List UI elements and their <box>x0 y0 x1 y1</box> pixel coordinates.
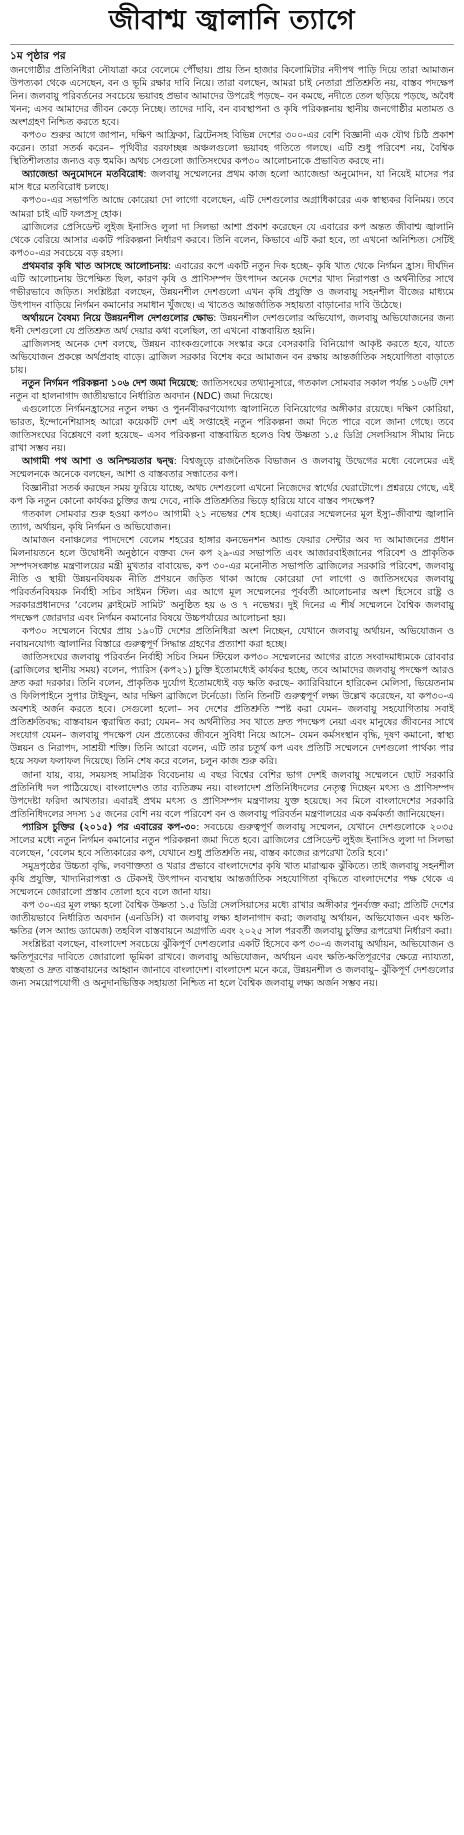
article-paragraph <box>10 938 454 990</box>
paragraph-text: আমাজন বনাঞ্চলের পাদদেশে বেলেম শহরের হাঙ্গার কনভেনশন অ্যান্ড ফেয়ার সেন্টার অব দ্য আমাজনের প্রধান মিলনায়তনে হলে উদ্বোধনী অনুষ্ঠানে বক্তব্য দেন কপ ২৯-এর সভাপতি এবং আজারবাইজানের পরিবেশ ও প্রাকৃতিক সম্পদসংক্রান্ত মন্ত্রণালয়ের মন্ত্রী মুখতার বাবায়েভ, কপ ৩০-এর মনোনীত সভাপতি ব্রাজিলের সরকারি পরিবেশ, জলবায়ু নীতি ও স্থায়ী উন্নয়নবিষয়ক নীতি প্রণয়নে জড়িত থাকা আন্দ্রে কোরেয়া দো লাগো ও জাতিসংঘের জলবায়ু পরিবর্তনবিষয়ক নির্বাহী সচিব সাইমন স্টিল। এর আগে মূল সম্মেলনের পূর্ববর্তী আলোচনার অংশ হিসেবে রাষ্ট্র ও সরকারপ্রধানদের ‘বেলেম ক্লাইমেট সামিট’ অনুষ্ঠিত হয় ৬ ও ৭ নভেম্বর। দুই দিনের এ শীর্ষ সম্মেলনে বৈশ্বিক জলবায়ু পদক্ষেপ জোরদার এবং নির্গমন কমানোর বিষয়ে উচ্চপর্যায়ের আলোচনা হয়। <box>10 534 454 624</box>
article-paragraph <box>10 403 454 455</box>
paragraph-text: : জাতিসংঘের তথ্যানুসারে, গতকাল সোমবার সকাল পর্যন্ত ১০৬টি দেশ নতুন বা হালনাগাদ জাতীয়ভাবে নির্ধারিত অবদান (NDC) জমা দিয়েছে। <box>10 378 454 403</box>
paragraph-text: ব্রাজিলসহ অনেক দেশ বলছে, উন্নয়ন ব্যাংকগুলোকে সংস্কার করে বেসরকারি বিনিয়োগ আকৃষ্ট করতে হবে, যাতে অভিযোজন প্রকল্পে অর্থপ্রবাহ বাড়ে। ব্রাজিল সরকার বিশেষ করে আমাজন বন রক্ষায় আন্তর্জাতিক সহযোগিতা বাড়াতে চায়। <box>10 338 454 377</box>
paragraph-text: : জলবায়ু সম্মেলনের প্রথম কাজ হলো অ্যাজেন্ডা অনুমোদন, যা নিয়েই মাসের পর মাস ধরে মতবিরোধ চলছে। <box>10 169 454 194</box>
paragraph-text: : উন্নয়নশীল দেশগুলোর অভিযোগ, জলবায়ু অভিযোজনের জন্য ধনী দেশগুলো যে প্রতিশ্রুত অর্থ দেয়ার কথা বলেছিল, তা এখনো বাস্তবায়িত হয়নি। <box>10 312 454 337</box>
subheading: নতুন নির্গমন পরিকল্পনা ১০৬ দেশ জমা দিয়েছে <box>22 378 196 390</box>
article-paragraph <box>10 64 454 129</box>
article-paragraph <box>10 534 454 625</box>
article-paragraph <box>10 338 454 377</box>
article-paragraph <box>10 508 454 534</box>
continued-from-page-one: ১ম পৃষ্ঠার পর <box>10 50 66 62</box>
subheading: প্যারিস চুক্তির (২০১৫) পর এবারের কপ-৩০ <box>22 821 197 833</box>
article-paragraph <box>10 860 454 899</box>
paragraph-text: কপ ৩০-এর মূল লক্ষ্য হলো বৈশ্বিক উষ্ণতা ১.৫ ডিগ্রি সেলসিয়াসের মধ্যে রাখার অঙ্গীকার পুনর্ব্যক্ত করা; প্রতিটি দেশের জাতীয়ভাবে নির্ধারিত অবদান (এনডিসি) বা জলবায়ু লক্ষ্য হালনাগাদ করা; জলবায়ু অর্থায়ন, অভিযোজন এবং ক্ষতি-ক্ষতির (লস অ্যান্ড ড্যামেজ) তহবিল বাস্তবায়নে অগ্রগতি এবং ২০২৫ সাল পরবর্তী জলবায়ু চুক্তির রূপরেখা নির্ধারণ করা। <box>10 900 454 938</box>
paragraph-text: : বিশ্বজুড়ে রাজনৈতিক বিভাজন ও জলবায়ু উদ্বেগের মধ্যে বেলেমের এই সম্মেলনকে অনেকে বলছেন, আশা ও বাস্তবতার সন্ধাতের কপ। <box>10 456 454 481</box>
article-paragraph <box>10 168 454 194</box>
paragraph-text: জাতিসংঘের জলবায়ু পরিবর্তন নির্বাহী সচিব সিমন স্টিয়েল কপ৩০ সম্মেলনের আগের রাতে সংবাদমাধ্যমকে রোববার (ব্রাজিলের স্থানীয় সময়) বলেন, প্যারিস (কপ২১) চুক্তি ইতোমধ্যেই কার্যকর হচ্ছে, তবে আমাদের জলবায়ু পদক্ষেপ আরও দ্রুত করা দরকার। তিনি বলেন, প্রাকৃতিক দুর্যোগ ইতোমধ্যেই বড় ক্ষতি করছে– ক্যারিবিয়ানে হারিকেন মেলিসা, ভিয়েতনাম ও ফিলিপাইনে সুপার টাইফুন, আর দক্ষিণ ব্রাজিলে টর্নেডো। তিনি তিনটি গুরুত্বপূর্ণ লক্ষ্য উল্লেখ করেছেন, যা কপ৩০-এ অবশ্যই অর্জন করতে হবে। সেগুলো হলো– সব দেশের প্রতিশ্রুতি স্পষ্ট করা যেমন– জলবায়ু সহযোগিতায় সবাই প্রতিশ্রুতিবদ্ধ; বাস্তবায়ন ত্বরান্বিত করা; যেমন– সব অর্থনীতির সব খাতে দ্রুত পদক্ষেপ নেয়া এবং মানুষের জীবনের সাথে সংযোগ যেমন– জলবায়ু পদক্ষেপ যেন প্রত্যেকের জীবনে সুবিধা নিয়ে আসে– যেমন কর্মসংস্থান বৃদ্ধি, দূষণ কমানো, স্বাস্থ্য উন্নয়ন ও নিরাপদ, সাশ্রয়ী শক্তি। তিনি আরো বলেন, এটি তার চতুর্থ কপ এবং প্রতিটি সম্মেলনে দেশগুলো পার্থক্য পার হয়ে সফল ফলাফল দিয়েছে। তিনি শেষ করে বলেন, চলুন কাজ শুরু করি। <box>10 652 454 768</box>
article-paragraph <box>10 221 454 260</box>
article-paragraph <box>10 821 454 860</box>
paragraph-text: : সবচেয়ে গুরুত্বপূর্ণ জলবায়ু সম্মেলন, যেখানে দেশগুলোকে ২০৩৫ সালের মধ্যে নতুন নির্গমন কমানোর নতুন পরিকল্পনা জমা দিতে হবে। ব্রাজিলের প্রেসিডেন্ট লুইজ ইনাসিও লুলা দা সিলভা বলেছেন, ‘বেলেম হবে সত্যিকারের কপ, যেখানে শুধু প্রতিশ্রুতি নয়, বাস্তব কাজের রূপরেখা তৈরি হবে।’ <box>10 821 454 859</box>
paragraph-text: গতকাল সোমবার শুরু হওয়া কপ৩০ আগামী ২১ নভেম্বর শেষ হচ্ছে। এবারের সম্মেলনের মূল ইস্যু–জীবাশ্ম জ্বালানি ত্যাগ, অর্থায়ন, কৃষি নির্গমন ও অভিযোজন। <box>10 508 454 533</box>
paragraph-text: জানা যায়, ব্যয়, সময়সহ সামগ্রিক বিবেচনায় এ বছর বিশ্বের বেশির ভাগ দেশই জলবায়ু সম্মেলনে ছোট সরকারি প্রতিনিধি দল পাঠিয়েছে। বাংলাদেশও তার ব্যতিক্রম নয়। বাংলাদেশ প্রতিনিধিদলের নেতৃত্ব দিচ্ছেন মৎস্য ও প্রাণিসম্পদ উপদেষ্টা ফরিদা আখতার। এবারই প্রথম মৎস্য ও প্রাণিসম্পদ মন্ত্রণালয় যুক্ত হয়েছে। সব মিলে বাংলাদেশের সরকারি প্রতিনিধিদলের সদস্য ১৫ জনের বেশি নয় বলে পরিবেশ বন ও জলবায়ু পরিবর্তন মন্ত্রণালয়ের এক কর্মকর্তা জানিয়েছেন। <box>10 769 454 820</box>
paragraph-text: সংশ্লিষ্টরা বলছেন, বাংলাদেশ সবচেয়ে ঝুঁকিপূর্ণ দেশগুলোর একটি হিসেবে কপ ৩০-এ জলবায়ু অর্থায়ন, অভিযোজন ও ক্ষতিপূরণের দাবিতে জোরালো ভূমিকা রাখবে। জলবায়ু অভিযোজন, অর্থায়ন এবং ক্ষতি-ক্ষতিপূরণের ক্ষেত্রে ন্যায্যতা, স্বচ্ছতা ও দ্রুত বাস্তবায়নের আহ্বান জানাবে বাংলাদেশ। বাংলাদেশ মনে করে, উন্নয়নশীল ও জলবায়ু– ঝুঁকিপূর্ণ দেশগুলোর জন্য সময়োপযোগী ও অনুদানভিত্তিক সহায়তা নিশ্চিত না হলে বৈশ্বিক জলবায়ু লক্ষ্য অর্জন সম্ভব নয়। <box>10 939 454 990</box>
paragraph-text: কপ৩০-এর সভাপতি আন্দ্রে কোরেয়া দো লাগো বলেছেন, এটি দেশগুলোর অগ্রাধিকারের এক স্বাস্থ্যকর বিনিময়। তবে আমরা চাই এটি ফলপ্রসূ হোক। <box>10 195 454 220</box>
article-paragraph <box>10 194 454 220</box>
paragraph-text: সমুদ্রপৃষ্ঠের উচ্চতা বৃদ্ধি, লবণাক্ততা ও খরার প্রভাবে বাংলাদেশের কৃষি খাত মারাত্মক ঝুঁকিতে। তাই জলবায়ু সহনশীল কৃষি প্রযুক্তি, খাদ্যনিরাপত্তা ও টেকসই উৎপাদন ব্যবস্থায় আন্তর্জাতিক সহযোগিতা বৃদ্ধিতে বাংলাদেশের পক্ষ থেকে এ সম্মেলনে জোরালো প্রস্তাব তোলা হবে বলে জানা যায়। <box>10 860 454 898</box>
article-paragraph <box>10 260 454 312</box>
subheading: আগামী পথ আশা ও অনিশ্চয়তার দ্বন্দ্ব <box>22 456 174 468</box>
article-body <box>10 64 454 990</box>
subheading: প্রথমবার কৃষি খাত আসছে আলোচনায় <box>22 260 168 272</box>
paragraph-text: এগুলোতে নির্গমনহ্রাসের নতুন লক্ষ্য ও পুনর্নবীকরণযোগ্য জ্বালানিতে বিনিয়োগের অঙ্গীকার রয়েছে। দক্ষিণ কোরিয়া, ভারত, ইন্দোনেশিয়াসহ আরো কয়েকটি দেশ এই সপ্তাহেই নতুন পরিকল্পনা জমা দিতে পারে বলে জানা গেছে। তবে জাতিসংঘের বিশ্লেষণে বলা হয়েছে– এসব পরিকল্পনা বাস্তবায়িত হলেও বিশ্ব উষ্ণতা ১.৫ ডিগ্রি সেলসিয়াস সীমায় নিচে রাখা সম্ভব নয়। <box>10 404 454 455</box>
article-paragraph <box>10 651 454 768</box>
paragraph-text: বিজ্ঞানীরা সতর্ক করছেন সময় ফুরিয়ে যাচ্ছে, অথচ দেশগুলো এখনো নিজেদের স্বার্থের ঘেরাটোপে। প্রশ্নরয়ে গেছে, এই কপ কি নতুন কোনো কার্যকর চুক্তির জন্ম দেবে, নাকি প্রতিশ্রুতির ভিড়ে হারিয়ে যাবে বাস্তব পদক্ষেপ? <box>10 482 454 507</box>
article-paragraph <box>10 625 454 651</box>
article-paragraph <box>10 129 454 168</box>
paragraph-text: কপ৩০ শুরুর আগে জাপান, দক্ষিণ আফ্রিকা, ব্রিটেনসহ বিভিন্ন দেশের ৩০০-এর বেশি বিজ্ঞানী এক যৌথ চিঠি প্রকাশ করেন। তারা সতর্ক করেন– পৃথিবীর বরফাচ্ছন্ন অঞ্চলগুলো ভয়াবহ গতিতে গলছে। এটি শুধু পরিবেশ নয়, বৈশ্বিক স্থিতিশীলতার জন্যও বড় হুমকি। অথচ সেগুলো জাতিসংঘের কপ৩০ আলোচনাকে প্রভাবিত করছে না। <box>10 130 454 168</box>
paragraph-text: : এবারের কপে একটি নতুন দিক হচ্ছে– কৃষি খাত থেকে নির্গমন হ্রাস। দীর্ঘদিন এটি আলোচনায় উপেক্ষিত ছিল, কারণ কৃষি ও প্রাণিসম্পদ উৎপাদন অনেক দেশের খাদ্য নিরাপত্তা ও অর্থনীতির সাথে গভীরভাবে জড়িত। সংশ্লিষ্টরা বলছেন, উন্নয়নশীল দেশগুলো এখন কৃষি প্রযুক্তি ও জলবায়ু সহনশীল বীজের মাধ্যমে উৎপাদন বাড়িয়ে নির্গমন কমানোর সমাধান খুঁজছে। এ খাতেও আন্তর্জাতিক সহায়তা বাড়ানোর দাবি উঠেছে। <box>10 260 454 311</box>
paragraph-text: ব্রাজিলের প্রেসিডেন্ট লুইজ ইনাসিও লুলা দা সিলভা আশা প্রকাশ করেছেন যে এবারের কপ অন্তত জীবাশ্ম জ্বালানি থেকে বেরিয়ে আসার একটি পরিকল্পনা নির্ধারণ করবে। তিনি বলেন, কিভাবে এটি করা হবে, তা এখনো অনিশ্চিত। সেটিই কপ৩০-এর সবচেয়ে বড় রহস্য। <box>10 221 454 259</box>
article-paragraph <box>10 377 454 403</box>
article-paragraph <box>10 312 454 338</box>
article-paragraph <box>10 899 454 938</box>
subheading: অর্থায়নে বৈষম্য নিয়ে উন্নয়নশীল দেশগুলোর ক্ষোভ <box>22 312 214 324</box>
article-paragraph <box>10 482 454 508</box>
article-paragraph <box>10 455 454 481</box>
paragraph-text: কপ৩০ সম্মেলনে বিশ্বের প্রায় ১৯০টি দেশের প্রতিনিধিরা অংশ নিচ্ছেন, যেখানে জলবায়ু অর্থায়ন, অভিযোজন ও নবায়নযোগ্য জ্বালানির বিস্তারে গুরুত্বপূর্ণ সিদ্ধান্ত গ্রহণের প্রত্যাশা করা হচ্ছে। <box>10 626 454 651</box>
article-paragraph <box>10 769 454 821</box>
paragraph-text: জনগোষ্ঠীর প্রতিনিধিরা নৌযাত্রা করে বেলেমে পৌঁছায়। প্রায় তিন হাজার কিলোমিটার নদীপথ পাড়ি দিয়ে তারা আমাজন উপত্যকা থেকে এসেছেন, বন ও ভূমি রক্ষার দাবি নিয়ে। তারা বলছেন, আমরা চাই নেতারা প্রতিশ্রুতি নয়, বাস্তব পদক্ষেপ নিন। জলবায়ু পরিবর্তনের সবচেয়ে ভয়াবহ প্রভাব আমাদের উপরেই পড়ছে– বন কমছে, নদীতে তেল ছড়িয়ে পড়ছে, অবৈধ খনন; এসব আমাদের জীবন কেড়ে নিচ্ছে। তাদের দাবি, বন ব্যবস্থাপনা ও কৃষি পরিকল্পনায় স্থানীয় জনগোষ্ঠীর মতামত ও অংশগ্রহণ নিশ্চিত করতে হবে। <box>10 65 454 129</box>
headline: জীবাশ্ম জ্বালানি ত্যাগে <box>10 4 454 45</box>
subheading: অ্যাজেন্ডা অনুমোদনে মতবিরোধ <box>22 169 144 181</box>
